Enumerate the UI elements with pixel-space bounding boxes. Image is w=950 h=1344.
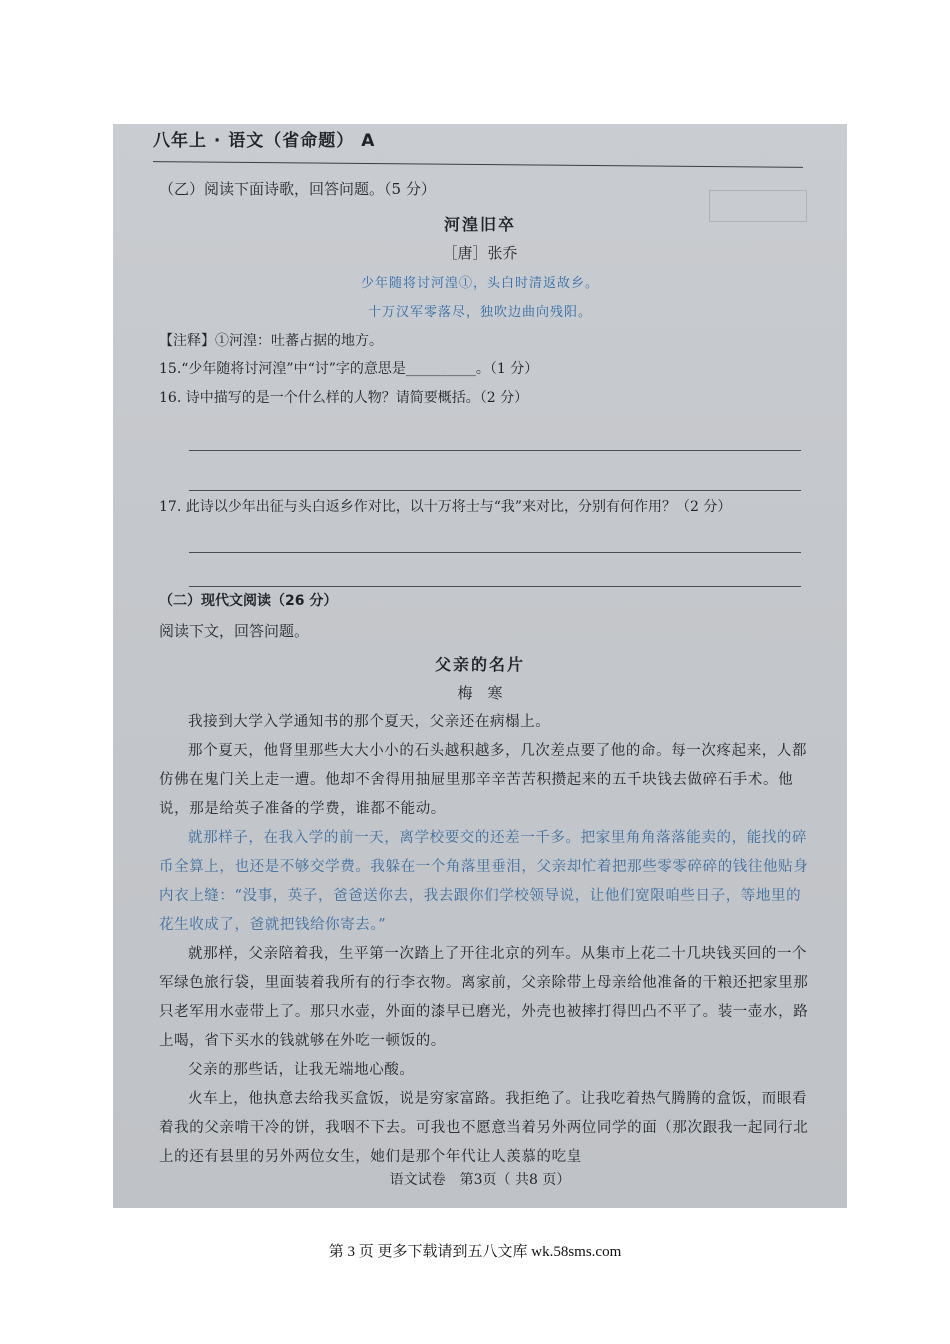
article-paragraph-5: 父亲的那些话，让我无端地心酸。 [188,1062,415,1078]
article-paragraph-6: 火车上，他执意去给我买盒饭，说是穷家富路。我拒绝了。让我吃着热气腾腾的盒饭，而眼看着我的父亲啃干冷的饼，我咽不下去。可我也不愿意当着另外两位同学的面（那次跟我一起同行北上的还有县里的另外两位女生，她们是那个年代让人羡慕的吃皇 [159,1091,809,1165]
article-author: 梅 寒 [457,684,503,702]
answer-line [189,490,801,491]
answer-line [189,450,801,451]
poem-title: 河湟旧卒 [443,215,516,234]
page-number-in-photo: 语文试卷 第3页（ 共8 页） [389,1172,571,1188]
article-paragraph-1: 我接到大学入学通知书的那个夏天，父亲还在病榻上。 [188,714,551,730]
section-2-intro: 阅读下文，回答问题。 [159,622,310,640]
article-paragraph-2: 那个夏天，他肾里那些大大小小的石头越积越多，几次差点要了他的命。每一次疼起来，人都仿佛在鬼门关上走一遭。他却不舍得用抽屉里那辛辛苦苦积攒起来的五千块钱去做碎石手术。他说，那是给英子准备的学费，谁都不能动。 [159,743,808,817]
poem-note: 【注释】①河湟：吐蕃占据的地方。 [159,333,383,349]
section-2-heading: （二）现代文阅读（26 分） [159,593,338,609]
poem-line-1: 少年随将讨河湟①，头白时清返故乡。 [360,276,599,291]
question-17: 17. 此诗以少年出征与头白返乡作对比，以十万将士与“我”来对比，分别有何作用？（2 分） [159,499,732,515]
question-16: 16. 诗中描写的是一个什么样的人物？请简要概括。（2 分） [159,390,529,406]
download-footer: 第 3 页 更多下载请到五八文库 wk.58sms.com [328,1244,622,1260]
answer-line [189,552,801,553]
answer-line [189,586,801,587]
article-body [159,708,809,1172]
poem-author: ［唐］张乔 [442,244,518,262]
article-paragraph-3: 就那样子，在我入学的前一天，离学校要交的还差一千多。把家里角角落落能卖的，能找的碎币全算上，也还是不够交学费。我躲在一个角落里垂泪，父亲却忙着把那些零零碎碎的钱往他贴身内衣上缝：“没事，英子，爸爸送你去，我去跟你们学校领导说，让他们宽限咱些日子，等地里的花生收成了，爸就把钱给你寄去。” [159,830,809,933]
header-rule [153,161,803,168]
article-title: 父亲的名片 [434,655,525,674]
exam-header: 八年上 · 语文（省命题） A [153,131,376,151]
section-b-intro: （乙）阅读下面诗歌，回答问题。（5 分） [159,180,436,198]
question-15: 15.“少年随将讨河湟”中“讨”字的意思是__________。（1 分） [159,361,539,377]
scanned-exam-page [113,124,847,1208]
poem-line-2: 十万汉军零落尽，独吹边曲向残阳。 [367,305,592,320]
article-paragraph-4: 就那样，父亲陪着我，生平第一次踏上了开往北京的列车。从集市上花二十几块钱买回的一个军绿色旅行袋，里面装着我所有的行李衣物。离家前，父亲除带上母亲给他准备的干粮还把家里那只老军用水壶带上了。那只水壶，外面的漆早已磨光，外壳也被摔打得凹凸不平了。装一壶水，路上喝，省下买水的钱就够在外吃一顿饭的。 [159,946,809,1049]
